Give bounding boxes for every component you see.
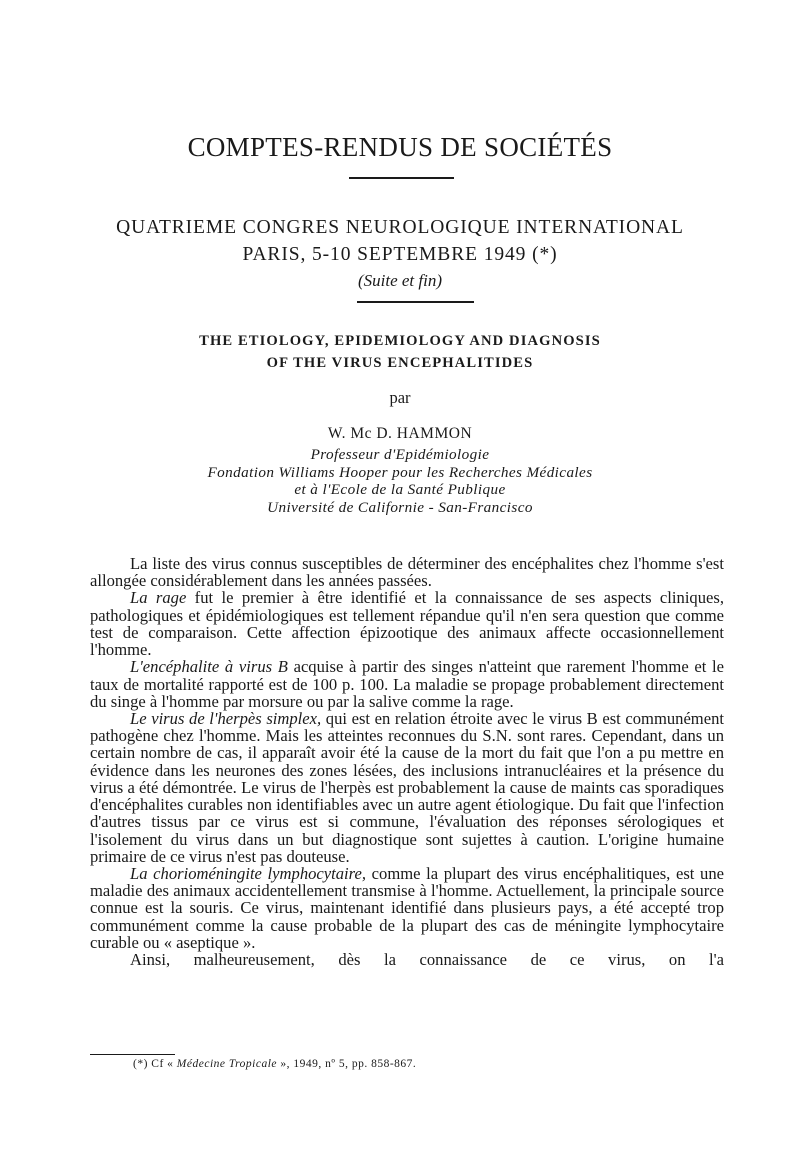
article-title [0,330,800,374]
author-affiliation [0,446,800,516]
title-divider [349,177,454,179]
body-paragraph [90,865,724,951]
footnote-divider [90,1054,175,1055]
paragraph-lead-term: Le virus de l'herpès simplex, [130,708,322,728]
conference-divider [357,301,474,303]
paragraph-text: qui est en relation étroite avec le virus B est communément pathogène chez l'homme. Mais les atteintes reconnues du S.N. sont rares. Cependant, dans un certain nombre de cas, il apparaît avoir été la cause de la mort du fait que l'on a pu mettre en évidence dans les neurones des zones lésées, des inclusions intranucléaires et la présence du virus a été démontrée. Le virus de l'herpès est probablement la cause de maints cas sporadiques d'encéphalites curables non identifiables avec un autre agent étiologique. Du fait que l'infection d'autres tissus par ce virus est si commune, l'évaluation des réponses sérologiques et l'isolement du virus dans un but diagnostique sont sujettes à caution. L'origine humaine primaire de ce virus n'est pas douteuse. [90,708,724,866]
footnote-prefix: (*) Cf « [133,1058,174,1070]
footnote-suffix: », 1949, nº 5, pp. 858-867. [280,1058,417,1070]
author-name: W. Mc D. HAMMON [327,425,473,442]
paragraph-lead-term: La rage [130,588,187,608]
affiliation-line: Professeur d'Epidémiologie [310,446,490,463]
article-body [90,555,724,968]
paragraph-text: fut le premier à être identifié et la connaissance de ses aspects cliniques, pathologiques et épidémiologiques est tellement répandue qu'il n'en sera question que comme test de comparaison. Cette affection épizootique des animaux affecte occasionnellement l'homme. [90,588,724,660]
body-paragraph [90,710,724,865]
suite-note: (Suite et fin) [357,271,443,290]
paragraph-text: Ainsi, malheureusement, dès la connaissance de ce virus, on l'a [130,950,724,970]
footnote-journal: Médecine Tropicale [176,1058,278,1070]
paragraph-text: acquise à partir des singes n'atteint que rarement l'homme et le taux de mortalité rapporté est de 100 p. 100. La maladie se propage probablement directement du singe à l'homme par morsure ou par la salive comme la rage. [90,657,724,711]
conference-title-line-2: PARIS, 5-10 SEPTEMBRE 1949 (*) [242,244,558,265]
paragraph-text: La liste des virus connus susceptibles de déterminer des encéphalites chez l'homme s'est allongée considérablement dans les années passées. [90,554,724,591]
body-paragraph [90,951,724,968]
paragraph-text: comme la plupart des virus encéphalitiques, est une maladie des animaux accidentellement transmise à l'homme. Actuellement, la principale source connue est la souris. Ce virus, maintenant identifié dans plusieurs pays, a été accepté trop communément comme la cause probable de la plupart des cas de méningite lymphocytaire curable ou « aseptique ». [90,863,724,952]
paragraph-lead-term: L'encéphalite à virus B [130,657,288,677]
affiliation-line: Fondation Williams Hooper pour les Recherches Médicales [207,463,593,481]
footnote [133,1058,416,1070]
affiliation-line: et à l'Ecole de la Santé Publique [294,481,506,498]
conference-title-line-1: QUATRIEME CONGRES NEUROLOGIQUE INTERNATIONAL [116,217,684,238]
paragraph-lead-term: La chorioméningite lymphocytaire, [130,863,367,883]
affiliation-line: Université de Californie - San-Francisco [267,498,533,516]
body-paragraph [90,555,724,589]
conference-title [0,214,800,268]
article-title-line-1: THE ETIOLOGY, EPIDEMIOLOGY AND DIAGNOSIS [199,333,601,349]
body-paragraph [90,658,724,710]
body-paragraph [90,589,724,658]
section-title: COMPTES-RENDUS DE SOCIÉTÉS [187,132,613,162]
article-title-line-2: OF THE VIRUS ENCEPHALITIDES [266,355,534,371]
byline-par: par [389,388,411,407]
